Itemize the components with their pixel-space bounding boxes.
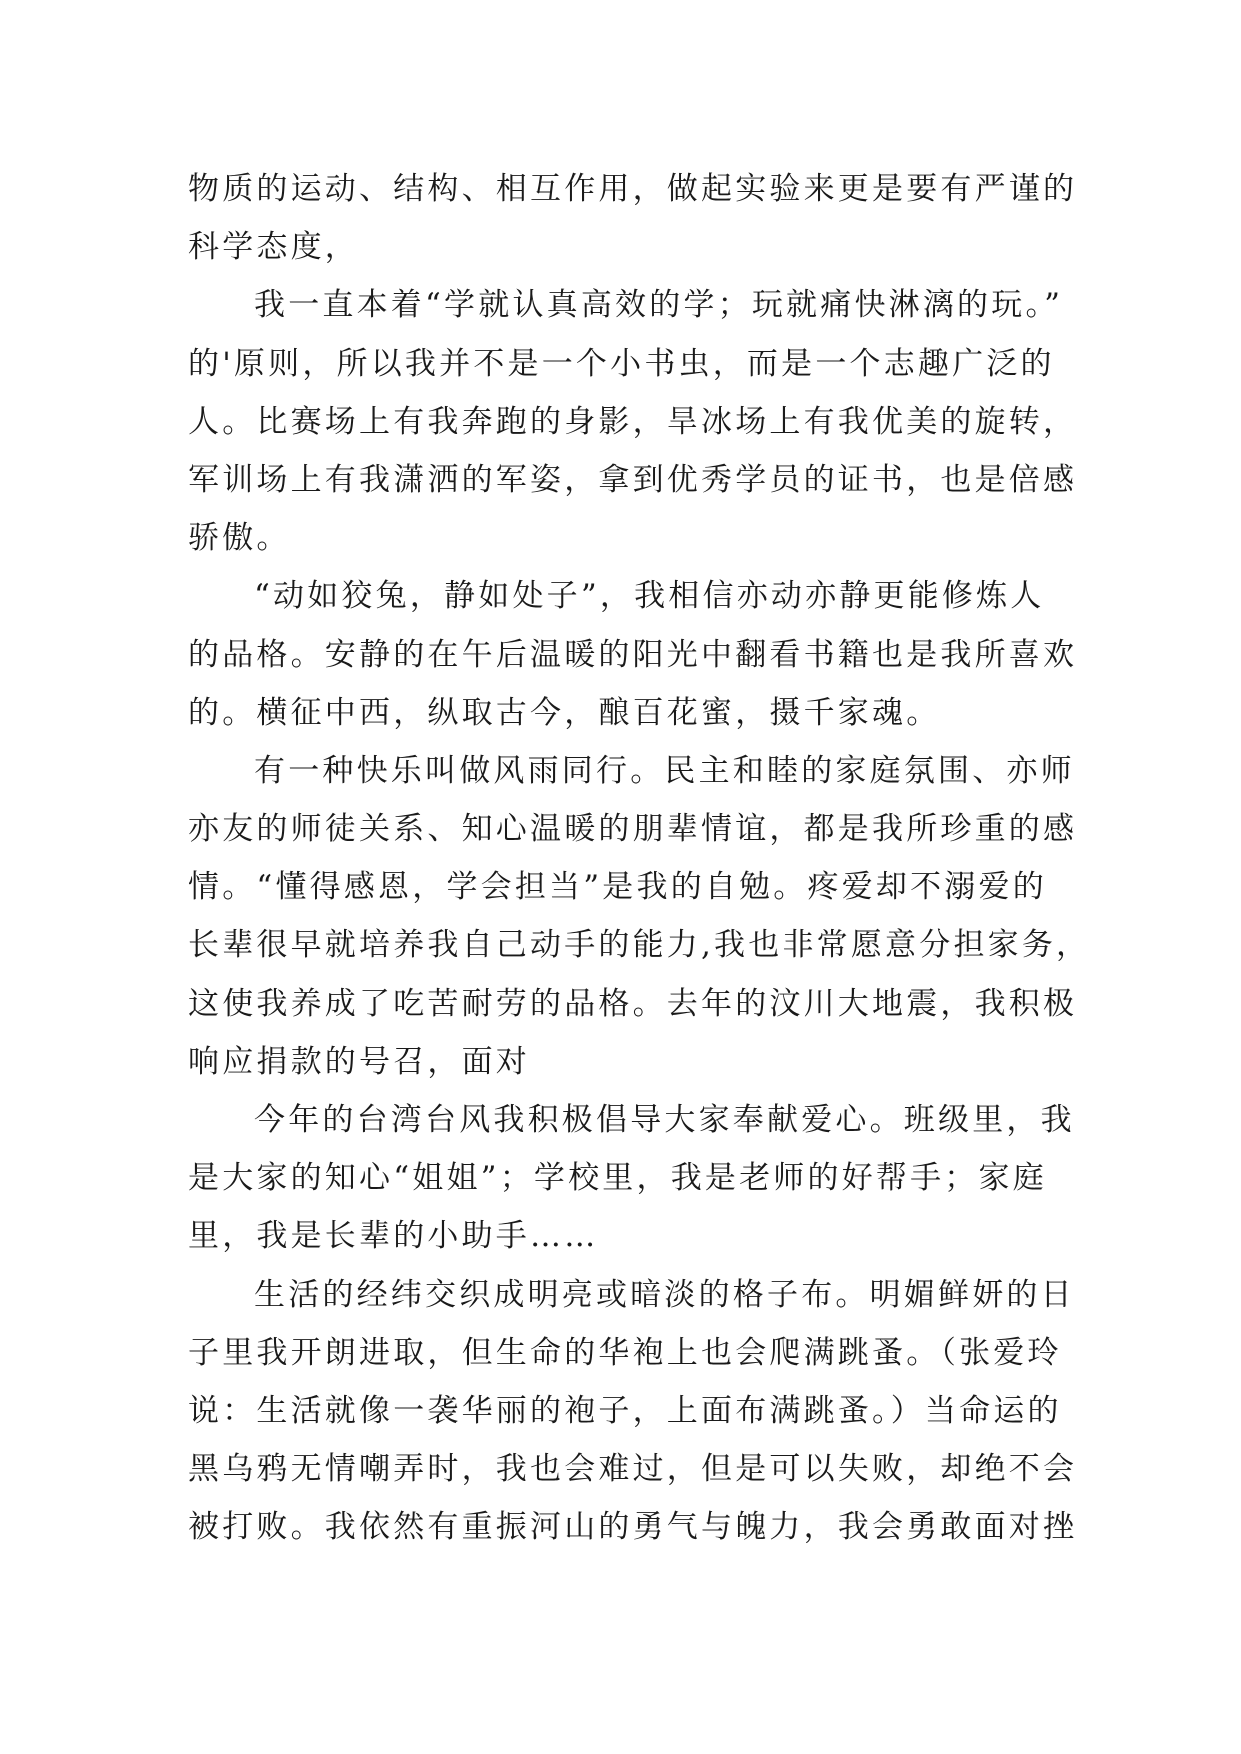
text-line: 响应捐款的号召，面对: [188, 1043, 530, 1080]
text-line: 的'原则，所以我并不是一个小书虫，而是一个志趣广泛的: [188, 345, 1055, 382]
text-line: 人。比赛场上有我奔跑的身影，旱冰场上有我优美的旋转，: [188, 403, 1078, 440]
text-line: 的品格。安静的在午后温暖的阳光中翻看书籍也是我所喜欢: [188, 636, 1078, 673]
text-line: 生活的经纬交织成明亮或暗淡的格子布。明媚鲜妍的日: [254, 1276, 1075, 1313]
text-line: 骄傲。: [188, 520, 291, 557]
text-line: 黑乌鸦无情嘲弄时，我也会难过，但是可以失败，却绝不会: [188, 1451, 1078, 1488]
text-line: 科学态度，: [188, 229, 359, 266]
text-line: 这使我养成了吃苦耐劳的品格。去年的汶川大地震，我积极: [188, 985, 1078, 1022]
document-body: [188, 160, 1091, 1557]
text-line: 有一种快乐叫做风雨同行。民主和睦的家庭氛围、亦师: [254, 752, 1075, 789]
text-line: 长辈很早就培养我自己动手的能力,我也非常愿意分担家务，: [188, 927, 1091, 964]
text-line: 我一直本着“学就认真高效的学；玩就痛快淋漓的玩。”: [254, 287, 1064, 324]
text-line: 军训场上有我潇洒的军姿，拿到优秀学员的证书，也是倍感: [188, 461, 1078, 498]
text-line: 说：生活就像一袭华丽的袍子，上面布满跳蚤。）当命运的: [188, 1392, 1062, 1429]
text-line: 情。“懂得感恩，学会担当”是我的自勉。疼爱却不溺爱的: [188, 869, 1047, 906]
text-line: 子里我开朗进取，但生命的华袍上也会爬满跳蚤。（张爱玲: [188, 1334, 1062, 1371]
text-line: 今年的台湾台风我积极倡导大家奉献爱心。班级里，我: [254, 1102, 1075, 1138]
text-line: 里，我是长辈的小助手……: [188, 1218, 599, 1255]
text-line: 物质的运动、结构、相互作用，做起实验来更是要有严谨的: [188, 171, 1078, 207]
text-line: 的。横征中西，纵取古今，酿百花蜜，摄千家魂。: [188, 694, 941, 731]
text-line: 被打败。我依然有重振河山的勇气与魄力，我会勇敢面对挫: [188, 1509, 1078, 1546]
text-line: “动如狡兔，静如处子”，我相信亦动亦静更能修炼人: [254, 578, 1045, 615]
text-line: 是大家的知心“姐姐”；学校里，我是老师的好帮手；家庭: [188, 1160, 1047, 1197]
text-line: 亦友的师徒关系、知心温暖的朋辈情谊，都是我所珍重的感: [188, 811, 1078, 848]
